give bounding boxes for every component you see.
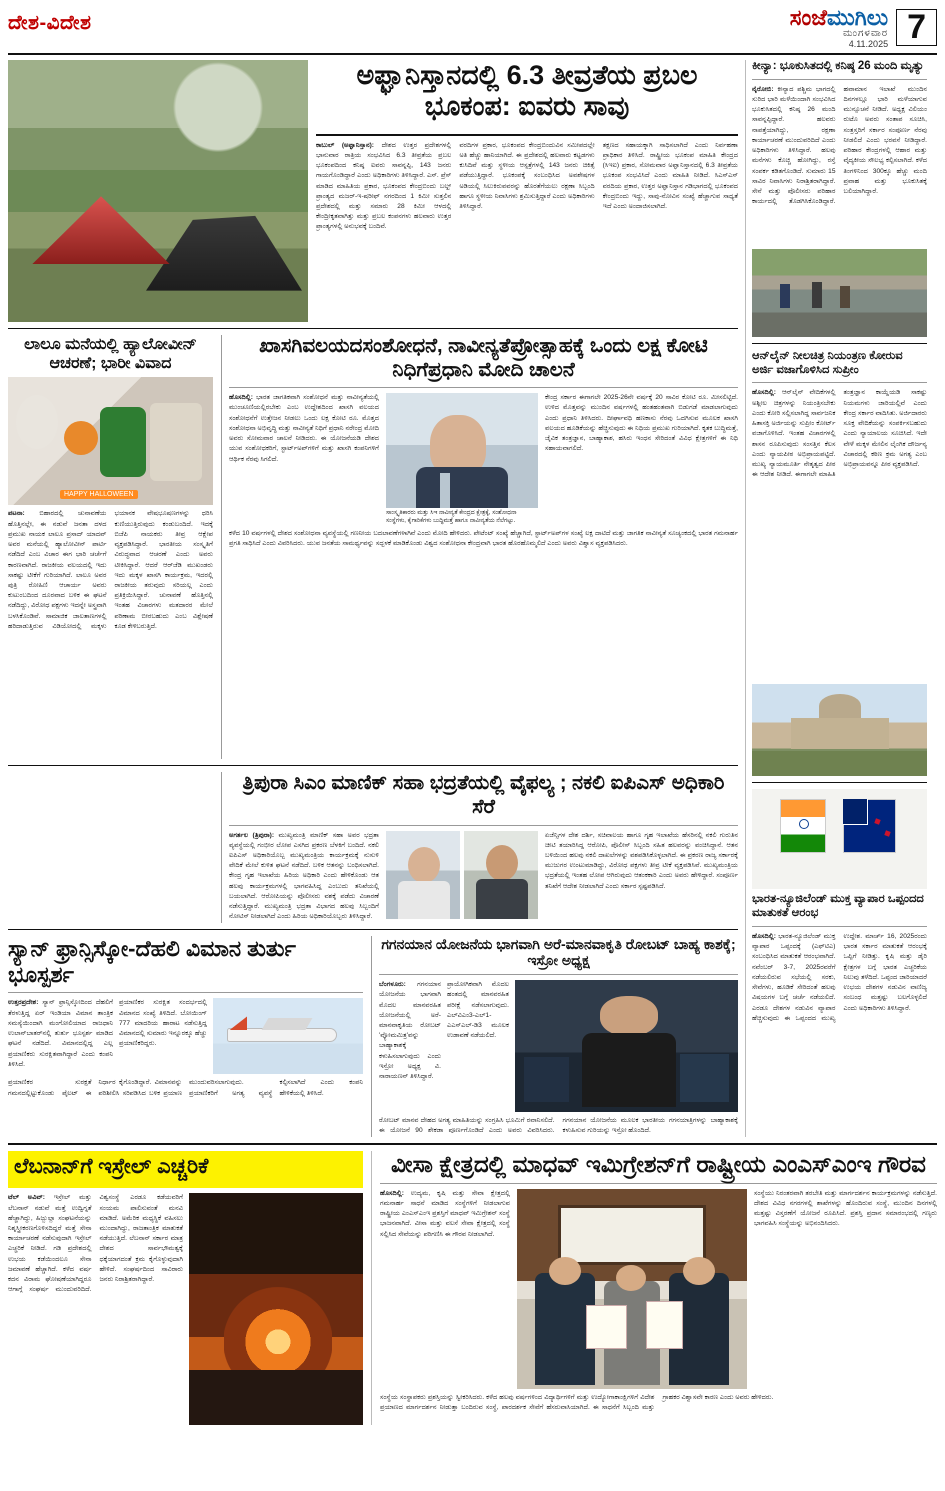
modi-para-3: ಕಳೆದ 10 ವರ್ಷಗಳಲ್ಲಿ ದೇಶದ ಸಂಶೋಧನಾ ವ್ಯವಸ್ಥೆಯಲ್ಲಿ ಗಣನೀಯ ಬದಲಾವಣೆಗಳಾಗಿವೆ ಎಂದು ಮೋದಿ ಹೇಳಿದರು. ಪೇಟೆಂಟ್ ಸಂಖ್ಯೆ ಹೆಚ್ಚಾಗಿದೆ, ಸ್ಟಾರ್ಟ್‌ಅಪ್‌ಗಳ ಸಂಖ್ಯೆ ಲಕ್ಷ ದಾಟಿದೆ ಮತ್ತು ಜಾಗತಿಕ ನಾವೀನ್ಯತೆ ಸೂಚ್ಯಂಕದಲ್ಲಿ ಭಾರತ ಗಮನಾರ್ಹ ಪ್ರಗತಿ ಸಾಧಿಸಿದೆ ಎಂದು ವಿವರಿಸಿದರು. ಯುವ ಜನತೆಯ ಸಾಮರ್ಥ್ಯವನ್ನು ಸದ್ಬಳಕೆ ಮಾಡಿಕೊಂಡು ವಿಶ್ವದ ಸಂಶೋಧನಾ ಕೇಂದ್ರವಾಗಿ ಭಾರತ ಹೊರಹೊಮ್ಮಲಿದೆ ಎಂದು ಅವರು ವಿಶ್ವಾಸ ವ್ಯಕ್ತಪಡಿಸಿದರು. <box>229 529 738 548</box>
kenya-headline: ಕೀನ್ಯಾ: ಭೂಕುಸಿತದಲ್ಲಿ ಕನಿಷ್ಠ 26 ಮಂದಿ ಮೃತ್ಯು <box>752 60 925 73</box>
earthquake-col-1 <box>316 141 451 233</box>
tripura-para-1: ಮುಖ್ಯಮಂತ್ರಿ ಮಾಣಿಕ್ ಸಹಾ ಅವರ ಭದ್ರತಾ ವ್ಯವಸ್ಥೆಯಲ್ಲಿ ಗಂಭೀರ ಲೋಪ ಎಸಗಿದ ಪ್ರಕರಣ ಬೆಳಕಿಗೆ ಬಂದಿದೆ. ನಕಲಿ ಐಪಿಎಸ್ ಅಧಿಕಾರಿಯೊಬ್ಬ ಮುಖ್ಯಮಂತ್ರಿಯ ಕಾರ್ಯಕ್ರಮಕ್ಕೆ ನುಸುಳಿ ವೇದಿಕೆ ಮೇಲೆ ಕುಳಿತ ಘಟನೆ ನಡೆದಿದೆ. ಬಳಿಕ ಆತನನ್ನು ಬಂಧಿಸಲಾಗಿದೆ. ಕೇಂದ್ರ ಗೃಹ ಇಲಾಖೆಯ ಹಿರಿಯ ಅಧಿಕಾರಿ ಎಂದು ಹೇಳಿಕೊಂಡು ಆತ ಹಲವು ಕಾರ್ಯಕ್ರಮಗಳಲ್ಲಿ ಭಾಗವಹಿಸಿದ್ದ ಎಂಬುದು ತನಿಖೆಯಲ್ಲಿ ಬಯಲಾಗಿದೆ. ಆರೋಪಿಯನ್ನು ಪೊಲೀಸರು ವಶಕ್ಕೆ ಪಡೆದು ವಿಚಾರಣೆ ನಡೆಸುತ್ತಿದ್ದಾರೆ. ಮುಖ್ಯಮಂತ್ರಿ ಭದ್ರತಾ ವಿಭಾಗದ ಹಲವು ಸಿಬ್ಬಂದಿಗೆ ನೋಟಿಸ್ ನೀಡಲಾಗಿದೆ ಎಂದು ಹಿರಿಯ ಅಧಿಕಾರಿಯೊಬ್ಬರು ತಿಳಿಸಿದ್ದಾರೆ. <box>229 831 379 921</box>
masthead-right <box>790 6 937 49</box>
lebanon-headline: ಲೆಬನಾನ್‌ಗೆ ಇಸ್ರೇಲ್ ಎಚ್ಚರಿಕೆ <box>14 1154 209 1178</box>
story-tripura <box>221 772 738 922</box>
modi-photo-caption: ಸಾಂಸ್ಕೃತಿಕಾರರು ಮತ್ತು ಸಿಇ ನಾವೀನ್ಯತೆ ಕೇಂದ್ರದ ಕ್ಷೇತ್ರಕ್ಕೆ, ಸಂಶೋಧನಾ ಸಂಸ್ಥೆಗಳು, ಕೈಗಾರಿಕೆಗಳು ಬುದ್ಧಿಮತ್ತೆ ಹಾಗೂ ನಾವೀನ್ಯತೆಯ ನೆಲೆಗಟ್ಟು. <box>386 510 517 525</box>
divider-1 <box>8 328 738 329</box>
isro-para-1: ಗಗನಯಾನ ಯೋಜನೆಯ ಭಾಗವಾಗಿ ಮೊದಲ ಮಾನವರಹಿತ ಯೋಜನೆಯಲ್ಲಿ ಅರೆ-ಮಾನವಾಕೃತಿಯ ರೋಬಟ್ 'ವ್ಯೋಮಮಿತ್ರ'ವನ್ನು ಬಾಹ್ಯಾಕಾಶಕ್ಕೆ ಕಳುಹಿಸಲಾಗುವುದು ಎಂದು ಇಸ್ರೋ ಅಧ್ಯಕ್ಷ ವಿ. ನಾರಾಯಣನ್ ತಿಳಿಸಿದ್ದಾರೆ. <box>379 981 441 1081</box>
tripura-content <box>229 831 738 923</box>
earthquake-photo <box>8 60 308 322</box>
earthquake-body <box>316 141 738 291</box>
right-rail <box>745 60 927 1137</box>
lebanon-explosion-photo <box>189 1193 363 1425</box>
page-columns <box>8 60 937 1137</box>
right-story-kenya <box>752 60 927 337</box>
earthquake-para-1: ದೇಶದ ಉತ್ತರ ಪ್ರದೇಶಗಳಲ್ಲಿ ಭಾನುವಾರ ರಾತ್ರಿಯ ಸಂಭವಿಸಿದ 6.3 ತೀವ್ರತೆಯ ಪ್ರಬಲ ಭೂಕಂಪದಿಂದ ಕನಿಷ್ಠ ಐವರು ಸಾವನ್ನಪ್ಪಿ, 143 ಜನರು ಗಾಯಗೊಂಡಿದ್ದಾರೆ ಎಂದು ಅಧಿಕಾರಿಗಳು ತಿಳಿಸಿದ್ದಾರೆ. ಎಸ್. ಪ್ರೆಸ್ ಮಾಡಿದ ಮಾಹಿತಿಯ ಪ್ರಕಾರ, ಭೂಕಂಪದ ಕೇಂದ್ರಬಿಂದು ಬಲ್ಖ್ ಪ್ರಾಂತ್ಯದ ಮಜರ್-ಇ-ಷರೀಫ್ ನಗರದಿಂದ 1 ಕಿಮೀ ಸುತ್ತಲಿನ ಪ್ರದೇಶದಲ್ಲಿ ಮತ್ತು ಸಮಾರು 28 ಕಿಮೀ ಆಳದಲ್ಲಿ ಕೇಂದ್ರೀಕೃತವಾಗಿತ್ತು ಮತ್ತು ಪ್ರಬಲ ಕಂಪನಗಳು ಹಲವಾರು ಉತ್ತರ ಪ್ರಾಂತ್ಯಗಳಲ್ಲಿ ಅನುಭವಕ್ಕೆ ಬಂದಿವೆ. <box>316 141 452 231</box>
story-flight <box>8 936 363 1137</box>
madhav-para-2: ಸಂಸ್ಥೆಯ ಸಂಸ್ಥಾಪಕರು ಪ್ರಶಸ್ತಿಯನ್ನು ಸ್ವೀಕರಿಸಿದರು. ಕಳೆದ ಹಲವು ವರ್ಷಗಳಿಂದ ವಿದ್ಯಾರ್ಥಿಗಳಿಗೆ ಮತ್ತು ಉದ್ಯೋಗಾಕಾಂಕ್ಷಿಗಳಿಗೆ ವಿದೇಶ ಪ್ರಯಾಣದ ಮಾರ್ಗದರ್ಶನ ನೀಡುತ್ತಾ ಬಂದಿರುವ ಸಂಸ್ಥೆ, ಪಾರದರ್ಶಕ ಸೇವೆಗೆ ಹೆಸರುವಾಸಿಯಾಗಿದೆ. ಈ ಸಾಧನೆಗೆ ಸಿಬ್ಬಂದಿ ಮತ್ತು ಗ್ರಾಹಕರ ವಿಶ್ವಾಸವೇ ಕಾರಣ ಎಂದು ಅವರು ಹೇಳಿದರು. <box>380 1393 774 1411</box>
flight-para-2: ಪ್ರಯಾಣಿಕರ ಸುರಕ್ಷತೆ ಗಮನದಲ್ಲಿಟ್ಟುಕೊಂಡು ಪೈಲಟ್ ಈ ನಿರ್ಧಾರ ಕೈಗೊಂಡಿದ್ದಾರೆ. ವಿಮಾನವನ್ನು ಪರಿಶೀಲಿಸಿ ಸರಿಪಡಿಸಿದ ಬಳಿಕ ಪ್ರಯಾಣ ಮುಂದುವರಿಸಲಾಗುವುದು. ಪ್ರಯಾಣಿಕರಿಗೆ ಅಗತ್ಯ ವ್ಯವಸ್ಥೆ ಕಲ್ಪಿಸಲಾಗಿದೆ ಎಂದು ಕಂಪನಿ ಹೇಳಿಕೆಯಲ್ಲಿ ತಿಳಿಸಿದೆ. <box>8 1079 363 1097</box>
tripura-para-2: ಏಜೆನ್ಸಿಗಳ ದೇಶ ದರ್ಶಿ, ಸಚಿವಾಲಯ ಹಾಗೂ ಗೃಹ ಇಲಾಖೆಯ ಹೆಸರಿನಲ್ಲಿ ನಕಲಿ ಗುರುತಿನ ಚೀಟಿ ತಯಾರಿಸಿದ್ದ ಆರೋಪಿ, ಪೊಲೀಸ್ ಸಿಬ್ಬಂದಿ ಸಹಿತ ಹಲವರನ್ನು ವಂಚಿಸಿದ್ದಾನೆ. ಆತನ ಬಳಿಯಿಂದ ಹಲವು ನಕಲಿ ದಾಖಲೆಗಳನ್ನು ವಶಪಡಿಸಿಕೊಳ್ಳಲಾಗಿದೆ. ಈ ಪ್ರಕರಣ ರಾಜ್ಯ ಸರ್ಕಾರಕ್ಕೆ ಮುಜುಗರ ಉಂಟುಮಾಡಿದ್ದು, ವಿರೋಧ ಪಕ್ಷಗಳು ತೀವ್ರ ಟೀಕೆ ವ್ಯಕ್ತಪಡಿಸಿವೆ. ಮುಖ್ಯಮಂತ್ರಿಯ ಭದ್ರತೆಯಲ್ಲಿ ಇಂತಹ ಲೋಪ ಆಗಿರುವುದು ಆತಂಕಕಾರಿ ಎಂದು ಅವರು ಹೇಳಿದ್ದಾರೆ. ಸಂಪೂರ್ಣ ತನಿಖೆಗೆ ಆದೇಶ ನೀಡಲಾಗಿದೆ ಎಂದು ಸರ್ಕಾರ ಸ್ಪಷ್ಟಪಡಿಸಿದೆ. <box>545 831 738 890</box>
lebanon-dateline: ಟೆಲ್ ಅವಿವ್: <box>8 1194 45 1202</box>
india-nz-flags-photo <box>752 789 927 889</box>
flight-photo-wrap <box>213 998 363 1074</box>
halloween-body <box>8 509 213 759</box>
halloween-dateline: ಪಟನಾ: <box>8 510 25 518</box>
earthquake-headline: ಅಫ್ಘಾನಿಸ್ತಾನದಲ್ಲಿ 6.3 ತೀವ್ರತೆಯ ಪ್ರಬಲ ಭೂಕಂಪ: ಐವರು ಸಾವು <box>356 60 698 122</box>
right-story-fta <box>752 789 927 1082</box>
logo-text-part1: ಸಂಜೆ <box>789 5 827 30</box>
divider-sc <box>752 382 927 383</box>
flight-dateline: ಉತ್ತರಪ್ರದೇಶ: <box>8 999 39 1007</box>
tripura-left-spacer <box>8 772 213 922</box>
flight-body-bottom <box>8 1078 363 1098</box>
modi-para-2: ಕೇಂದ್ರ ಸರ್ಕಾರ ಈಗಾಗಲೇ 2025-26ನೇ ವರ್ಷಕ್ಕೆ 20 ಸಾವಿರ ಕೋಟಿ ರೂ. ಮೀಸಲಿಟ್ಟಿದೆ. ಉಳಿದ ಮೊತ್ತವನ್ನು ಮುಂದಿನ ವರ್ಷಗಳಲ್ಲಿ ಹಂತಹಂತವಾಗಿ ಬಿಡುಗಡೆ ಮಾಡಲಾಗುವುದು ಎಂದು ಪ್ರಧಾನಿ ತಿಳಿಸಿದರು. ದೀರ್ಘಾವಧಿ ಹಣಕಾಸು ನೆರವು ಒದಗಿಸುವ ಮೂಲಕ ಖಾಸಗಿ ವಲಯದ ಹೂಡಿಕೆಯನ್ನು ಹೆಚ್ಚಿಸುವುದು ಈ ನಿಧಿಯ ಪ್ರಮುಖ ಗುರಿಯಾಗಿದೆ. ಕೃತಕ ಬುದ್ಧಿಮತ್ತೆ, ಜೈವಿಕ ತಂತ್ರಜ್ಞಾನ, ಬಾಹ್ಯಾಕಾಶ, ಹಸಿರು ಇಂಧನ ಸೇರಿದಂತೆ ವಿವಿಧ ಕ್ಷೇತ್ರಗಳಿಗೆ ಈ ನಿಧಿ ಸಹಾಯವಾಗಲಿದೆ. <box>545 394 738 453</box>
divider-3 <box>8 929 738 930</box>
earthquake-para-2: ವರದಿಗಳ ಪ್ರಕಾರ, ಭೂಕಂಪದ ಕೇಂದ್ರಬಿಂದುವಿನ ಸಮೀಪದಲ್ಲೇ ಅತಿ ಹೆಚ್ಚು ಹಾನಿಯಾಗಿದೆ. ಈ ಪ್ರದೇಶದಲ್ಲಿ ಹಲವಾರು ಕಟ್ಟಡಗಳು ಕುಸಿದಿವೆ ಮತ್ತು ಸ್ಥಳೀಯ ಆಸ್ಪತ್ರೆಗಳಲ್ಲಿ 143 ಜನರು ಚಿಕಿತ್ಸೆ ಪಡೆಯುತ್ತಿದ್ದಾರೆ. ಭೂಕಂಪಕ್ಕೆ ಸಂಬಂಧಿಸಿದ ಅವಶೇಷಗಳ ಅಡಿಯಲ್ಲಿ ಸಿಲುಕಿರುವವರನ್ನು ಹೊರತೆಗೆಯಲು ರಕ್ಷಣಾ ಸಿಬ್ಬಂದಿ ಹಾಗೂ ಸ್ಥಳೀಯ ನಿವಾಸಿಗಳು ಶ್ರಮಿಸುತ್ತಿದ್ದಾರೆ ಎಂದು ಅಧಿಕಾರಿಗಳು ತಿಳಿಸಿದ್ದಾರೆ. <box>459 141 595 210</box>
tripura-col-2 <box>545 831 738 923</box>
modi-dateline: ಹೊಸದಿಲ್ಲಿ: <box>229 394 253 402</box>
halloween-headline: ಲಾಲೂ ಮನೆಯಲ್ಲಿ ಹ್ಯಾಲೋವೀನ್ ಆಚರಣೆ; ಭಾರೀ ವಿವಾದ <box>24 336 197 373</box>
sc-text: ಆನ್‌ಲೈನ್ ವೇದಿಕೆಗಳಲ್ಲಿ ಅಶ್ಲೀಲ ಚಿತ್ರಗಳನ್ನು ನಿಯಂತ್ರಿಸಬೇಕು ಎಂದು ಕೋರಿ ಸಲ್ಲಿಸಲಾಗಿದ್ದ ಸಾರ್ವಜನಿಕ ಹಿತಾಸಕ್ತಿ ಅರ್ಜಿಯನ್ನು ಸುಪ್ರೀಂ ಕೋರ್ಟ್ ವಜಾಗೊಳಿಸಿದೆ. ಇಂತಹ ವಿಚಾರಗಳಲ್ಲಿ ಶಾಸನ ರೂಪಿಸುವುದು ಸಂಸತ್ತಿನ ಕೆಲಸ ಎಂದು ನ್ಯಾಯಪೀಠ ಅಭಿಪ್ರಾಯಪಟ್ಟಿದೆ. ಮುಖ್ಯ ನ್ಯಾಯಮೂರ್ತಿ ನೇತೃತ್ವದ ಪೀಠ ಈ ಆದೇಶ ನೀಡಿದೆ. ಈಗಾಗಲೇ ಮಾಹಿತಿ ತಂತ್ರಜ್ಞಾನ ಕಾಯ್ದೆಯಡಿ ಸಾಕಷ್ಟು ನಿಯಮಗಳು ಜಾರಿಯಲ್ಲಿವೆ ಎಂದು ಕೇಂದ್ರ ಸರ್ಕಾರ ವಾದಿಸಿತು. ಅರ್ಜಿದಾರರು ಸೂಕ್ತ ವೇದಿಕೆಯನ್ನು ಸಂಪರ್ಕಿಸಬಹುದು ಎಂದು ನ್ಯಾಯಾಲಯ ಸೂಚಿಸಿದೆ. ಇದೇ ವೇಳೆ ಮಕ್ಕಳ ಮೇಲಿನ ಲೈಂಗಿಕ ದೌರ್ಜನ್ಯ ವಿಚಾರದಲ್ಲಿ ಕಠಿಣ ಕ್ರಮ ಅಗತ್ಯ ಎಂಬ ಅಭಿಪ್ರಾಯವನ್ನೂ ಪೀಠ ವ್ಯಕ್ತಪಡಿಸಿದೆ. <box>752 389 927 479</box>
logo-text-part2: ಮುಗಿಲು <box>826 5 889 30</box>
isro-para-2: ಪ್ರಾಯೋಗಿಕವಾಗಿ ಮೊದಲ ಹಂತದಲ್ಲಿ ಮಾನವರಹಿತ ಪರೀಕ್ಷೆ ನಡೆಸಲಾಗುವುದು. ಎಲ್‌ವಿಎಂ3-ಎಲ್‌1-ಎಎಸ್‌ಎಲ್-ಡಿ3 ಮೂಲಕ ಉಡಾವಣೆ ನಡೆಯಲಿದೆ. <box>447 981 509 1040</box>
kenya-text: ಕೀನ್ಯಾದ ಪಶ್ಚಿಮ ಭಾಗದಲ್ಲಿ ಸುರಿದ ಭಾರಿ ಮಳೆಯಿಂದಾಗಿ ಸಂಭವಿಸಿದ ಭೂಕುಸಿತದಲ್ಲಿ ಕನಿಷ್ಠ 26 ಮಂದಿ ಸಾವನ್ನಪ್ಪಿದ್ದಾರೆ. ಹಲವರು ನಾಪತ್ತೆಯಾಗಿದ್ದು, ರಕ್ಷಣಾ ಕಾರ್ಯಾಚರಣೆ ಮುಂದುವರಿದಿದೆ ಎಂದು ಅಧಿಕಾರಿಗಳು ತಿಳಿಸಿದ್ದಾರೆ. ಹಲವು ಮನೆಗಳು ಕೊಚ್ಚಿ ಹೋಗಿದ್ದು, ರಸ್ತೆ ಸಂಪರ್ಕ ಕಡಿತಗೊಂಡಿದೆ. ಸುಮಾರು 15 ಸಾವಿರ ನಿವಾಸಿಗಳು ನಿರಾಶ್ರಿತರಾಗಿದ್ದಾರೆ. ಸೇನೆ ಮತ್ತು ಪೊಲೀಸರು ಪರಿಹಾರ ಕಾರ್ಯದಲ್ಲಿ ತೊಡಗಿಸಿಕೊಂಡಿದ್ದಾರೆ. ಹವಾಮಾನ ಇಲಾಖೆ ಮುಂದಿನ ದಿನಗಳಲ್ಲೂ ಭಾರಿ ಮಳೆಯಾಗುವ ಮುನ್ಸೂಚನೆ ನೀಡಿದೆ. ಅಧ್ಯಕ್ಷ ವಿಲಿಯಂ ರುಟೊ ಅವರು ಸಂತಾಪ ಸೂಚಿಸಿ, ಸಂತ್ರಸ್ತರಿಗೆ ಸರ್ಕಾರ ಸಂಪೂರ್ಣ ನೆರವು ನೀಡಲಿದೆ ಎಂದು ಭರವಸೆ ನೀಡಿದ್ದಾರೆ. ಪರಿಹಾರ ಕೇಂದ್ರಗಳಲ್ಲಿ ಆಹಾರ ಮತ್ತು ವೈದ್ಯಕೀಯ ಸೌಲಭ್ಯ ಕಲ್ಪಿಸಲಾಗಿದೆ. ಕಳೆದ ತಿಂಗಳಿನಿಂದ 300ಕ್ಕೂ ಹೆಚ್ಚು ಮಂದಿ ಪ್ರವಾಹ ಮತ್ತು ಭೂಕುಸಿತಕ್ಕೆ ಬಲಿಯಾಗಿದ್ದಾರೆ. <box>752 85 927 206</box>
modi-content <box>229 393 738 526</box>
story-earthquake <box>8 60 738 322</box>
flight-top <box>8 998 363 1074</box>
lebanon-photo-wrap <box>189 1193 363 1425</box>
supreme-court-photo <box>752 684 927 776</box>
madhav-col-1 <box>380 1189 510 1389</box>
isro-col-2 <box>447 980 509 1112</box>
divider-modi <box>229 387 738 388</box>
sc-headline: ಆನ್‌ಲೈನ್ ನೀಲಚಿತ್ರ ನಿಯಂತ್ರಣ ಕೋರುವ ಅರ್ಜಿ ವಜಾಗೊಳಿಸಿದ ಸುಪ್ರೀಂ <box>752 349 903 376</box>
divider-fta <box>752 926 927 927</box>
kenya-body <box>752 85 927 245</box>
section-title: ದೇಶ-ವಿದೇಶ <box>8 12 92 34</box>
isro-para-3: ರೋಬಟ್ ಮಾನವ ದೇಹದ ಅಗತ್ಯ ಮಾಹಿತಿಯನ್ನು ಸಂಗ್ರಹಿಸಿ ಭೂಮಿಗೆ ರವಾನಿಸಲಿದೆ. ಈ ಯೋಜನೆ 90 ಶೇಕಡಾ ಪೂರ್ಣಗೊಂಡಿದೆ ಎಂದು ಅವರು ವಿವರಿಸಿದರು. ಗಗನಯಾನ ಯೋಜನೆಯ ಮೂಲಕ ಭಾರತೀಯ ಗಗನಯಾತ್ರಿಗಳನ್ನು ಬಾಹ್ಯಾಕಾಶಕ್ಕೆ ಕಳುಹಿಸುವ ಗುರಿಯನ್ನು ಇಸ್ರೋ ಹೊಂದಿದೆ. <box>379 1117 738 1135</box>
logo-weekday: ಮಂಗಳವಾರ <box>843 28 889 40</box>
isro-headline: ಗಗನಯಾನ ಯೋಜನೆಯ ಭಾಗವಾಗಿ ಅರೆ-ಮಾನವಾಕೃತಿ ರೋಬಟ್ ಬಾಹ್ಯ ಕಾಶಕ್ಕೆ; ಇಸ್ರೋ ಅಧ್ಯಕ್ಷ <box>381 935 736 969</box>
fta-text: ಭಾರತ-ನ್ಯೂಜಿಲೆಂಡ್ ಮುಕ್ತ ವ್ಯಾಪಾರ ಒಪ್ಪಂದಕ್ಕೆ (ಎಫ್‌ಟಿಎ) ಸಂಬಂಧಿಸಿದ ಮಾತುಕತೆ ಆರಂಭವಾಗಿದೆ. ನವೆಂಬರ್ 3-7, 2025ರವರೆಗೆ ನಡೆಯಲಿರುವ ಸಭೆಯಲ್ಲಿ ಸರಕು, ಸೇವೆಗಳು, ಹೂಡಿಕೆ ಸೇರಿದಂತೆ ಹಲವು ವಿಷಯಗಳ ಬಗ್ಗೆ ಚರ್ಚೆ ನಡೆಯಲಿದೆ. ಎರಡೂ ದೇಶಗಳ ನಡುವಿನ ವ್ಯಾಪಾರ ಹೆಚ್ಚಿಸುವುದು ಈ ಒಪ್ಪಂದದ ಮುಖ್ಯ ಉದ್ದೇಶ. ಮಾರ್ಚ್ 16, 2025ರಂದು ಭಾರತ ಸರ್ಕಾರ ಮಾತುಕತೆ ಆರಂಭಕ್ಕೆ ಒಪ್ಪಿಗೆ ನೀಡಿತ್ತು. ಕೃಷಿ ಮತ್ತು ಡೈರಿ ಕ್ಷೇತ್ರಗಳ ಬಗ್ಗೆ ಭಾರತ ಎಚ್ಚರಿಕೆಯ ನಿಲುವು ತಳೆದಿದೆ. ಒಪ್ಪಂದ ಜಾರಿಯಾದರೆ ಉಭಯ ದೇಶಗಳ ನಡುವಿನ ವಾಣಿಜ್ಯ ಸಂಬಂಧ ಮತ್ತಷ್ಟು ಬಲಗೊಳ್ಳಲಿದೆ ಎಂದು ಅಧಿಕಾರಿಗಳು ತಿಳಿಸಿದ್ದಾರೆ. <box>752 933 927 1022</box>
main-column <box>8 60 738 1137</box>
tripura-photos <box>386 831 538 923</box>
lebanon-body <box>8 1193 183 1423</box>
bottom-section <box>8 1143 937 1426</box>
isro-dateline: ಬೆಂಗಳೂರು: <box>379 981 406 989</box>
madhav-headline: ವೀಸಾ ಕ್ಷೇತ್ರದಲ್ಲಿ ಮಾಧವ್ ಇಮಿಗ್ರೇಶನ್‌ಗೆ ರಾಷ್ಟ್ರೀಯ ಎಂಎಸ್‌ಎಂಇ ಗೌರವ <box>391 1150 926 1177</box>
sc-dateline: ಹೊಸದಿಲ್ಲಿ: <box>752 389 776 397</box>
row-tripura <box>8 772 738 922</box>
flight-col-lead <box>8 998 113 1074</box>
newspaper-logo <box>790 6 888 49</box>
flight-photo <box>213 998 363 1074</box>
modi-headline: ಖಾಸಗಿವಲಯದಸಂಶೋಧನೆ, ನಾವೀನ್ಯತೆಪ್ರೋತ್ಸಾಹಕ್ಕೆ ಒಂದು ಲಕ್ಷ ಕೋಟಿ ನಿಧಿಗೆಪ್ರಧಾನಿ ಮೋದಿ ಚಾಲನೆ <box>259 335 708 381</box>
tripura-col-1 <box>229 831 379 923</box>
modi-col-1 <box>229 393 379 526</box>
tripura-headline: ತ್ರಿಪುರಾ ಸಿಎಂ ಮಾಣಿಕ್ ಸಹಾ ಭದ್ರತೆಯಲ್ಲಿ ವೈಫಲ್ಯ ; ನಕಲಿ ಐಪಿಎಸ್ ಅಧಿಕಾರಿ ಸೆರೆ <box>242 772 725 818</box>
kenya-photo <box>752 249 927 337</box>
isro-robot-photo <box>515 980 738 1112</box>
lebanon-content <box>8 1193 363 1425</box>
halloween-text: ಬಿಹಾರದಲ್ಲಿ ಚುನಾವಣೆಯ ಹೊತ್ತಿನಲ್ಲೇ, ಈ ನಡುವೆ ಜನತಾ ದಳದ ಪ್ರಮುಖ ನಾಯಕ ಲಾಲೂ ಪ್ರಸಾದ್ ಯಾದವ್ ಅವರ ಮನೆಯಲ್ಲಿ ಹ್ಯಾಲೋವೀನ್ ಪಾರ್ಟಿ ನಡೆದಿದೆ ಎಂಬ ವಿಚಾರ ಈಗ ಭಾರಿ ಚರ್ಚೆಗೆ ಕಾರಣವಾಗಿದೆ. ರಾಜಕೀಯ ವಲಯದಲ್ಲಿ ಇದು ಸಾಕಷ್ಟು ಟೀಕೆಗೆ ಗುರಿಯಾಗಿದೆ. ಲಾಲೂ ಅವರ ಪುತ್ರಿ ರೋಹಿಣಿ ಆಚಾರ್ಯ ಅವರು ಕುಟುಂಬದಿಂದ ದೂರವಾದ ಬಳಿಕ ಈ ಘಟನೆ ನಡೆದಿದ್ದು, ವಿರೋಧ ಪಕ್ಷಗಳು ಇದನ್ನೇ ಅಸ್ತ್ರವಾಗಿ ಬಳಸಿಕೊಂಡಿವೆ. ಸಾಮಾಜಿಕ ಜಾಲತಾಣಗಳಲ್ಲಿ ಹರಿದಾಡುತ್ತಿರುವ ವಿಡಿಯೋದಲ್ಲಿ ಮಕ್ಕಳು ಭಯಾನಕ ವೇಷಭೂಷಣಗಳನ್ನು ಧರಿಸಿ ಕುಣಿಯುತ್ತಿರುವುದು ಕಂಡುಬಂದಿದೆ. ಇದಕ್ಕೆ ಬಿಜೆಪಿ ನಾಯಕರು ತೀವ್ರ ಆಕ್ಷೇಪ ವ್ಯಕ್ತಪಡಿಸಿದ್ದಾರೆ. ಭಾರತೀಯ ಸಂಸ್ಕೃತಿಗೆ ವಿರುದ್ಧವಾದ ಆಚರಣೆ ಎಂದು ಅವರು ಟೀಕಿಸಿದ್ದಾರೆ. ಆದರೆ ಆರ್‌ಜೆಡಿ ಮುಖಂಡರು ಇದು ಮಕ್ಕಳ ಖಾಸಗಿ ಕಾರ್ಯಕ್ರಮ, ಇದರಲ್ಲಿ ರಾಜಕೀಯ ತರುವುದು ಸರಿಯಲ್ಲ ಎಂದು ಪ್ರತಿಕ್ರಿಯಿಸಿದ್ದಾರೆ. ಚುನಾವಣೆ ಹೊತ್ತಿನಲ್ಲಿ ಇಂತಹ ವಿಚಾರಗಳು ಮತದಾರರ ಮೇಲೆ ಪರಿಣಾಮ ಬೀರಬಹುದು ಎಂಬ ವಿಶ್ಲೇಷಣೆ ಕೂಡ ಕೇಳಿಬರುತ್ತಿದೆ. <box>8 510 213 630</box>
story-halloween <box>8 335 213 759</box>
isro-col-1 <box>379 980 441 1112</box>
fta-body <box>752 932 927 1082</box>
right-story-supremecourt <box>752 350 927 777</box>
flight-para-1: ಸ್ಯಾನ್ ಫ್ರಾನ್ಸಿಸ್ಕೋದಿಂದ ದೆಹಲಿಗೆ ತೆರಳುತ್ತಿದ್ದ ಏರ್ ಇಂಡಿಯಾ ವಿಮಾನ ತಾಂತ್ರಿಕ ಸಮಸ್ಯೆಯಿಂದಾಗಿ ಮಂಗೋಲಿಯಾದ ರಾಜಧಾನಿ ಉಲಾನ್‌ಬಾತರ್‌ನಲ್ಲಿ ತುರ್ತು ಭೂಸ್ಪರ್ಶ ಮಾಡಿದ ಘಟನೆ ನಡೆದಿದೆ. ವಿಮಾನದಲ್ಲಿದ್ದ ಎಲ್ಲ ಪ್ರಯಾಣಿಕರು ಸುರಕ್ಷಿತವಾಗಿದ್ದಾರೆ ಎಂದು ಕಂಪನಿ ತಿಳಿಸಿದೆ. <box>8 999 113 1068</box>
earthquake-text <box>316 60 738 322</box>
divider-flight <box>8 992 363 993</box>
earthquake-col-2 <box>459 141 594 213</box>
madhav-content <box>380 1189 937 1389</box>
divider-madhav <box>380 1183 937 1184</box>
divider-isro <box>379 974 738 975</box>
modi-photo-wrap <box>386 393 538 526</box>
madhav-photo-wrap <box>517 1189 747 1389</box>
story-modi <box>221 335 738 759</box>
tripura-photo-cm <box>386 831 460 919</box>
halloween-photo: HAPPY HALLOWEEN <box>8 377 213 505</box>
lebanon-text: ಇಸ್ರೇಲ್ ಮತ್ತು ಲೆಬನಾನ್ ನಡುವೆ ಮತ್ತೆ ಉದ್ವಿಗ್ನತೆ ಹೆಚ್ಚಾಗಿದ್ದು, ಹಿಜ್ಬುಲ್ಲಾ ಸಂಘಟನೆಯನ್ನು ನಿಶ್ಶಸ್ತ್ರೀಕರಣಗೊಳಿಸದಿದ್ದರೆ ಮತ್ತೆ ಸೇನಾ ಕಾರ್ಯಾಚರಣೆ ನಡೆಸುವುದಾಗಿ ಇಸ್ರೇಲ್ ಎಚ್ಚರಿಕೆ ನೀಡಿದೆ. ಗಡಿ ಪ್ರದೇಶದಲ್ಲಿ ಉಭಯ ಕಡೆಯಿಂದಲೂ ಸೇನಾ ಜಮಾವಣೆ ಹೆಚ್ಚಾಗಿದೆ. ಕಳೆದ ವರ್ಷ ಕದನ ವಿರಾಮ ಘೋಷಣೆಯಾಗಿದ್ದರೂ ಆಗಾಗ್ಗೆ ಸಂಘರ್ಷ ಮುಂದುವರಿದಿದೆ. ವಿಶ್ವಸಂಸ್ಥೆ ಎರಡೂ ಕಡೆಯವರಿಗೆ ಸಂಯಮ ಪಾಲಿಸುವಂತೆ ಮನವಿ ಮಾಡಿದೆ. ಅಮೆರಿಕ ಮಧ್ಯಸ್ಥಿಕೆ ವಹಿಸಲು ಮುಂದಾಗಿದ್ದು, ರಾಜತಾಂತ್ರಿಕ ಮಾತುಕತೆ ನಡೆಯುತ್ತಿದೆ. ಲೆಬನಾನ್ ಸರ್ಕಾರ ಮಾತ್ರ ದೇಶದ ಸಾರ್ವಭೌಮತ್ವಕ್ಕೆ ಧಕ್ಕೆಯಾಗದಂತೆ ಕ್ರಮ ಕೈಗೊಳ್ಳುವುದಾಗಿ ಹೇಳಿದೆ. ಸಂಘರ್ಷದಿಂದ ಸಾವಿರಾರು ಜನರು ನಿರಾಶ್ರಿತರಾಗಿದ್ದಾರೆ. <box>8 1194 183 1294</box>
isro-photo-wrap <box>515 980 738 1112</box>
earthquake-dateline: ಕಾಬುಲ್ (ಅಫ್ಘಾನಿಸ್ತಾನ): <box>316 141 375 149</box>
row-flight-isro <box>8 936 738 1137</box>
row-halloween-modi <box>8 335 738 759</box>
madhav-award-photo <box>517 1189 747 1389</box>
divider-2 <box>8 765 738 766</box>
story-isro <box>371 936 738 1137</box>
flight-aside: ಪ್ರಯಾಣಿಕರ ಸುರಕ್ಷಿತ ಸಂದರ್ಭದಲ್ಲಿ ವಿಮಾನದ ಸಂಖ್ಯೆ ತಿಳಿದಿದೆ. ಬೋಯಿಂಗ್ 777 ಮಾದರಿಯ ಹಾರಾಟ ನಡೆಸುತ್ತಿದ್ದ ವಿಮಾನದಲ್ಲಿ ಸುಮಾರು ಇನ್ನೂರಕ್ಕೂ ಹೆಚ್ಚು ಪ್ರಯಾಣಿಕರಿದ್ದರು. <box>119 999 207 1048</box>
divider-tripura <box>229 825 738 826</box>
flight-headline: ಸ್ಯಾನ್ ಫ್ರಾನ್ಸಿಸ್ಕೋ-ದೆಹಲಿ ವಿಮಾನ ತುರ್ತು ಭೂಸ್ಪರ್ಶ <box>8 935 296 987</box>
madhav-col-3 <box>754 1189 937 1389</box>
tripura-photo-fake-officer <box>464 831 538 919</box>
logo-date: 4.11.2025 <box>848 38 889 49</box>
logo-text <box>790 6 888 29</box>
fta-headline: ಭಾರತ-ನ್ಯೂಜಿಲೆಂಡ್ ಮುಕ್ತ ವ್ಯಾಪಾರ ಒಪ್ಪಂದದ ಮಾತುಕತೆ ಆರಂಭ <box>752 893 924 920</box>
lebanon-headline-box <box>8 1151 363 1189</box>
modi-para-1: ಭಾರತ ಜಾಗತಿಕವಾಗಿ ಸಂಶೋಧನೆ ಮತ್ತು ನಾವೀನ್ಯತೆಯಲ್ಲಿ ಮುಂಚೂಣಿಯಲ್ಲಿರಬೇಕು ಎಂಬ ಉದ್ದೇಶದಿಂದ ಖಾಸಗಿ ವಲಯದ ಸಂಶೋಧನೆಗೆ ಉತ್ತೇಜನ ನೀಡಲು ಒಂದು ಲಕ್ಷ ಕೋಟಿ ರೂ. ಮೊತ್ತದ ಸಂಶೋಧನಾ ಅಭಿವೃದ್ಧಿ ಮತ್ತು ನಾವೀನ್ಯತೆ ನಿಧಿಗೆ ಪ್ರಧಾನಿ ನರೇಂದ್ರ ಮೋದಿ ಅವರು ಸೋಮವಾರ ಚಾಲನೆ ನೀಡಿದರು. ಈ ಯೋಜನೆಯಡಿ ದೇಶದ ಯುವ ಸಂಶೋಧಕರಿಗೆ, ಸ್ಟಾರ್ಟ್‌ಅಪ್‌ಗಳಿಗೆ ಮತ್ತು ಖಾಸಗಿ ಕಂಪನಿಗಳಿಗೆ ಆರ್ಥಿಕ ನೆರವು ಸಿಗಲಿದೆ. <box>229 394 379 463</box>
masthead <box>8 6 937 55</box>
tripura-dateline: ಅಗರ್ತಲ (ತ್ರಿಪುರಾ): <box>229 831 275 839</box>
page-number: 7 <box>896 9 937 47</box>
earthquake-headline-box <box>316 60 738 136</box>
divider-right-2 <box>752 782 927 783</box>
fta-dateline: ಹೊಸದಿಲ್ಲಿ: <box>752 933 776 941</box>
divider-right-1 <box>752 343 927 344</box>
sc-body <box>752 388 927 680</box>
isro-content <box>379 980 738 1112</box>
lebanon-text-wrap <box>8 1193 183 1425</box>
isro-body-bottom <box>379 1116 738 1136</box>
earthquake-para-3: ತಕ್ಷಣದ ಸಹಾಯಕ್ಕಾಗಿ ಸಾಧಿಸಲಾಗಿದೆ ಎಂದು ನಿರ್ವಹಣಾ ಪ್ರಾಧಿಕಾರ ತಿಳಿಸಿದೆ. ರಾಷ್ಟ್ರೀಯ ಭೂಕಂಪ ಮಾಹಿತಿ ಕೇಂದ್ರದ (ಸಿಇಐ) ಪ್ರಕಾರ, ಸೋಮವಾರ ಅಫ್ಘಾನಿಸ್ತಾನದಲ್ಲಿ 6.3 ತೀವ್ರತೆಯ ಭೂಕಂಪ ಸಂಭವಿಸಿದೆ ಎಂದು ಮಾಹಿತಿ ನೀಡಿದೆ. ಸಿಎಸ್‌ಎಸ್ ವರದಿಯ ಪ್ರಕಾರ, ಉತ್ತರ ಅಫ್ಘಾನಿಸ್ತಾನ ಗಡಿಭಾಗದಲ್ಲಿ ಭೂಕಂಪದ ಕೇಂದ್ರಬಿಂದು ಇದ್ದು, ಸಾವು-ನೋವಿನ ಸಂಖ್ಯೆ ಹೆಚ್ಚಾಗುವ ಸಾಧ್ಯತೆ ಇದೆ ಎಂದು ಅಂದಾಜಿಸಲಾಗಿದೆ. <box>602 141 738 210</box>
earthquake-col-3 <box>603 141 738 213</box>
story-lebanon <box>8 1151 363 1426</box>
madhav-para-1: ಉದ್ಯಮ, ಕೃಷಿ ಮತ್ತು ಸೇವಾ ಕ್ಷೇತ್ರದಲ್ಲಿ ಗಮನಾರ್ಹ ಸಾಧನೆ ಮಾಡಿದ ಸಂಸ್ಥೆಗಳಿಗೆ ನೀಡಲಾಗುವ ರಾಷ್ಟ್ರೀಯ ಎಂಎಸ್‌ಎಂಇ ಪ್ರಶಸ್ತಿಗೆ ಮಾಧವ್ ಇಮಿಗ್ರೇಶನ್ ಸಂಸ್ಥೆ ಭಾಜನವಾಗಿದೆ. ವೀಸಾ ಮತ್ತು ವಲಸೆ ಸೇವಾ ಕ್ಷೇತ್ರದಲ್ಲಿ ಸಂಸ್ಥೆ ಸಲ್ಲಿಸಿದ ಸೇವೆಯನ್ನು ಪರಿಗಣಿಸಿ ಈ ಗೌರವ ನೀಡಲಾಗಿದೆ. <box>380 1189 510 1238</box>
kenya-dateline: ನೈರೋಬಿ: <box>752 85 774 93</box>
divider-kenya <box>752 79 927 80</box>
modi-photo <box>386 393 538 508</box>
story-madhav <box>371 1151 937 1426</box>
madhav-dateline: ಹೊಸದಿಲ್ಲಿ: <box>380 1189 404 1197</box>
modi-col-3 <box>545 393 738 526</box>
madhav-para-3: ಸಂಸ್ಥೆಯು ನಿರಂತರವಾಗಿ ತರಬೇತಿ ಮತ್ತು ಮಾರ್ಗದರ್ಶನ ಕಾರ್ಯಕ್ರಮಗಳನ್ನು ನಡೆಸುತ್ತಿದೆ. ದೇಶದ ವಿವಿಧ ನಗರಗಳಲ್ಲಿ ಶಾಖೆಗಳನ್ನು ಹೊಂದಿರುವ ಸಂಸ್ಥೆ, ಮುಂದಿನ ದಿನಗಳಲ್ಲಿ ಮತ್ತಷ್ಟು ವಿಸ್ತರಣೆಗೆ ಯೋಜನೆ ರೂಪಿಸಿದೆ. ಪ್ರಶಸ್ತಿ ಪ್ರದಾನ ಸಮಾರಂಭದಲ್ಲಿ ಗಣ್ಯರು ಭಾಗವಹಿಸಿ ಸಂಸ್ಥೆಯನ್ನು ಅಭಿನಂದಿಸಿದರು. <box>754 1189 937 1228</box>
